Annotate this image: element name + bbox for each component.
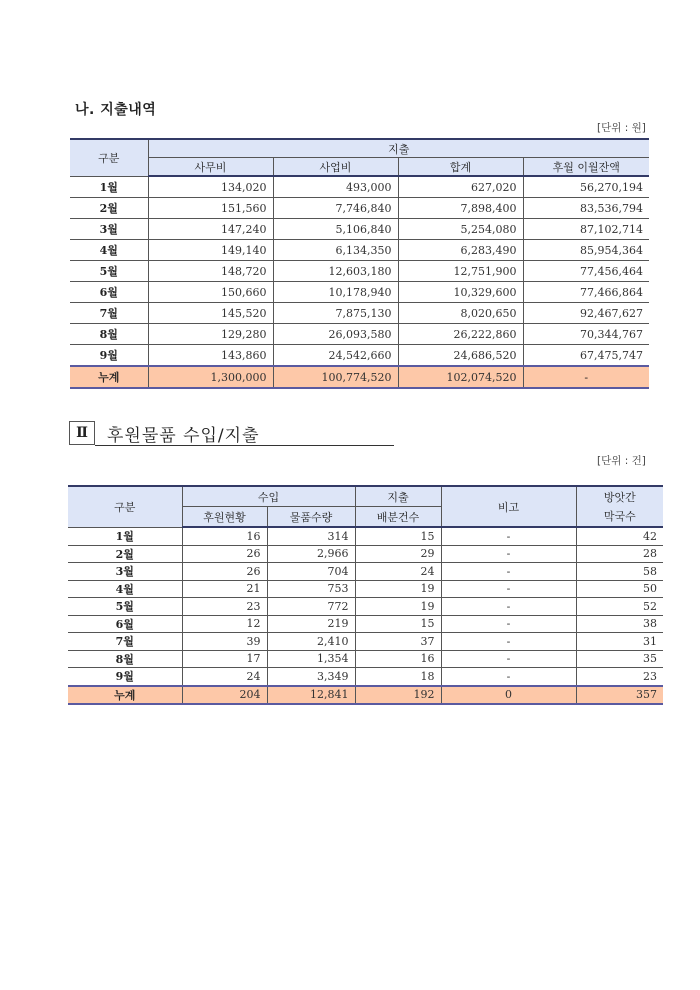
cell-sum: 7,898,400 xyxy=(398,198,523,219)
table-row xyxy=(70,261,649,282)
section-number-box: Ⅱ xyxy=(69,421,95,445)
cell-sum: 10,329,600 xyxy=(398,282,523,303)
cell-distribution-count: 18 xyxy=(355,668,441,686)
table-row xyxy=(68,615,663,633)
table-row xyxy=(70,219,649,240)
section-heading-expenditure: 나. 지출내역 xyxy=(75,102,157,118)
cell-pharmacy-count: 38 xyxy=(576,615,663,633)
row-label: 9월 xyxy=(68,668,182,686)
row-label: 5월 xyxy=(70,261,148,282)
cell-note: - xyxy=(441,580,576,598)
row-label: 4월 xyxy=(68,580,182,598)
cell-distribution-count: 19 xyxy=(355,580,441,598)
cell-office-expense: 151,560 xyxy=(148,198,273,219)
cell-note: 0 xyxy=(441,686,576,705)
table-row xyxy=(70,303,649,324)
table-row xyxy=(70,345,649,367)
cell-note: - xyxy=(441,650,576,668)
cell-carryover-balance: - xyxy=(523,366,649,388)
cell-distribution-count: 19 xyxy=(355,598,441,616)
cell-carryover-balance: 77,456,464 xyxy=(523,261,649,282)
cell-note: - xyxy=(441,527,576,545)
cell-support-status: 204 xyxy=(182,686,267,705)
cell-note: - xyxy=(441,563,576,581)
cell-office-expense: 134,020 xyxy=(148,176,273,198)
cell-item-quantity: 1,354 xyxy=(267,650,355,668)
cell-pharmacy-count: 50 xyxy=(576,580,663,598)
cell-note: - xyxy=(441,668,576,686)
table-row xyxy=(70,324,649,345)
cell-project-expense: 24,542,660 xyxy=(273,345,398,367)
header-income-group: 수입 xyxy=(182,486,355,507)
cell-office-expense: 147,240 xyxy=(148,219,273,240)
row-label: 1월 xyxy=(70,176,148,198)
row-label: 6월 xyxy=(68,615,182,633)
cell-item-quantity: 12,841 xyxy=(267,686,355,705)
cell-distribution-count: 16 xyxy=(355,650,441,668)
header-sum: 합계 xyxy=(398,158,523,177)
unit-label-won: [단위 : 원] xyxy=(597,122,646,134)
cell-office-expense: 145,520 xyxy=(148,303,273,324)
cell-office-expense: 143,860 xyxy=(148,345,273,367)
cell-support-status: 21 xyxy=(182,580,267,598)
row-label: 1월 xyxy=(68,527,182,545)
cell-carryover-balance: 83,536,794 xyxy=(523,198,649,219)
row-label: 7월 xyxy=(70,303,148,324)
cell-support-status: 26 xyxy=(182,563,267,581)
header-category: 구분 xyxy=(68,486,182,527)
cell-sum: 12,751,900 xyxy=(398,261,523,282)
cell-sum: 627,020 xyxy=(398,176,523,198)
total-row xyxy=(70,366,649,388)
cell-project-expense: 10,178,940 xyxy=(273,282,398,303)
cell-project-expense: 12,603,180 xyxy=(273,261,398,282)
unit-label-count: [단위 : 건] xyxy=(597,455,646,467)
header-expense-group: 지출 xyxy=(355,486,441,507)
cell-support-status: 24 xyxy=(182,668,267,686)
cell-project-expense: 7,746,840 xyxy=(273,198,398,219)
cell-distribution-count: 15 xyxy=(355,615,441,633)
cell-project-expense: 7,875,130 xyxy=(273,303,398,324)
header-project-expense: 사업비 xyxy=(273,158,398,177)
cell-item-quantity: 2,966 xyxy=(267,545,355,563)
cell-carryover-balance: 67,475,747 xyxy=(523,345,649,367)
cell-distribution-count: 24 xyxy=(355,563,441,581)
cell-distribution-count: 15 xyxy=(355,527,441,545)
row-label: 3월 xyxy=(70,219,148,240)
cell-item-quantity: 314 xyxy=(267,527,355,545)
table-row xyxy=(68,668,663,686)
cell-support-status: 26 xyxy=(182,545,267,563)
cell-note: - xyxy=(441,598,576,616)
cell-sum: 8,020,650 xyxy=(398,303,523,324)
cell-item-quantity: 704 xyxy=(267,563,355,581)
table-row xyxy=(68,650,663,668)
cell-carryover-balance: 85,954,364 xyxy=(523,240,649,261)
header-item-quantity: 물품수량 xyxy=(267,507,355,528)
row-label: 4월 xyxy=(70,240,148,261)
cell-support-status: 16 xyxy=(182,527,267,545)
header-expenditure-group: 지출 xyxy=(148,139,649,158)
cell-pharmacy-count: 31 xyxy=(576,633,663,651)
row-label: 누계 xyxy=(70,366,148,388)
cell-note: - xyxy=(441,633,576,651)
cell-office-expense: 150,660 xyxy=(148,282,273,303)
header-pharmacy-line2: 막국수 xyxy=(576,507,663,528)
cell-project-expense: 100,774,520 xyxy=(273,366,398,388)
row-label: 7월 xyxy=(68,633,182,651)
cell-support-status: 23 xyxy=(182,598,267,616)
header-office-expense: 사무비 xyxy=(148,158,273,177)
cell-support-status: 39 xyxy=(182,633,267,651)
cell-sum: 5,254,080 xyxy=(398,219,523,240)
cell-project-expense: 493,000 xyxy=(273,176,398,198)
cell-note: - xyxy=(441,545,576,563)
cell-office-expense: 148,720 xyxy=(148,261,273,282)
cell-carryover-balance: 70,344,767 xyxy=(523,324,649,345)
cell-carryover-balance: 56,270,194 xyxy=(523,176,649,198)
header-note: 비고 xyxy=(441,486,576,527)
cell-office-expense: 129,280 xyxy=(148,324,273,345)
row-label: 누계 xyxy=(68,686,182,705)
cell-item-quantity: 753 xyxy=(267,580,355,598)
cell-carryover-balance: 92,467,627 xyxy=(523,303,649,324)
table-row xyxy=(70,198,649,219)
total-row xyxy=(68,686,663,705)
header-carryover-balance: 후월 이월잔액 xyxy=(523,158,649,177)
header-support-status: 후원현황 xyxy=(182,507,267,528)
cell-distribution-count: 192 xyxy=(355,686,441,705)
cell-sum: 102,074,520 xyxy=(398,366,523,388)
cell-item-quantity: 3,349 xyxy=(267,668,355,686)
row-label: 9월 xyxy=(70,345,148,367)
row-label: 2월 xyxy=(70,198,148,219)
expenditure-table xyxy=(70,138,649,389)
cell-item-quantity: 2,410 xyxy=(267,633,355,651)
table-row xyxy=(70,240,649,261)
cell-carryover-balance: 87,102,714 xyxy=(523,219,649,240)
cell-pharmacy-count: 23 xyxy=(576,668,663,686)
cell-sum: 6,283,490 xyxy=(398,240,523,261)
cell-pharmacy-count: 357 xyxy=(576,686,663,705)
cell-project-expense: 26,093,580 xyxy=(273,324,398,345)
cell-sum: 26,222,860 xyxy=(398,324,523,345)
table-row xyxy=(68,527,663,545)
cell-pharmacy-count: 42 xyxy=(576,527,663,545)
table-row xyxy=(68,598,663,616)
cell-item-quantity: 219 xyxy=(267,615,355,633)
table-row xyxy=(70,176,649,198)
cell-distribution-count: 37 xyxy=(355,633,441,651)
row-label: 2월 xyxy=(68,545,182,563)
table-row xyxy=(68,580,663,598)
cell-project-expense: 5,106,840 xyxy=(273,219,398,240)
cell-office-expense: 1,300,000 xyxy=(148,366,273,388)
cell-note: - xyxy=(441,615,576,633)
cell-distribution-count: 29 xyxy=(355,545,441,563)
cell-office-expense: 149,140 xyxy=(148,240,273,261)
table-row xyxy=(68,633,663,651)
cell-pharmacy-count: 52 xyxy=(576,598,663,616)
cell-project-expense: 6,134,350 xyxy=(273,240,398,261)
section-title-donations: 후원물품 수입/지출 xyxy=(107,426,260,446)
cell-pharmacy-count: 28 xyxy=(576,545,663,563)
cell-pharmacy-count: 35 xyxy=(576,650,663,668)
table-row xyxy=(68,563,663,581)
header-distribution-count: 배분건수 xyxy=(355,507,441,528)
cell-support-status: 12 xyxy=(182,615,267,633)
row-label: 8월 xyxy=(68,650,182,668)
row-label: 5월 xyxy=(68,598,182,616)
cell-support-status: 17 xyxy=(182,650,267,668)
row-label: 6월 xyxy=(70,282,148,303)
table-row xyxy=(70,282,649,303)
row-label: 3월 xyxy=(68,563,182,581)
donated-goods-table xyxy=(68,485,663,705)
cell-pharmacy-count: 58 xyxy=(576,563,663,581)
row-label: 8월 xyxy=(70,324,148,345)
section-title-underline xyxy=(95,445,394,446)
cell-sum: 24,686,520 xyxy=(398,345,523,367)
header-pharmacy-line1: 방앗간 xyxy=(576,486,663,507)
cell-item-quantity: 772 xyxy=(267,598,355,616)
header-category: 구분 xyxy=(70,139,148,176)
cell-carryover-balance: 77,466,864 xyxy=(523,282,649,303)
table-row xyxy=(68,545,663,563)
